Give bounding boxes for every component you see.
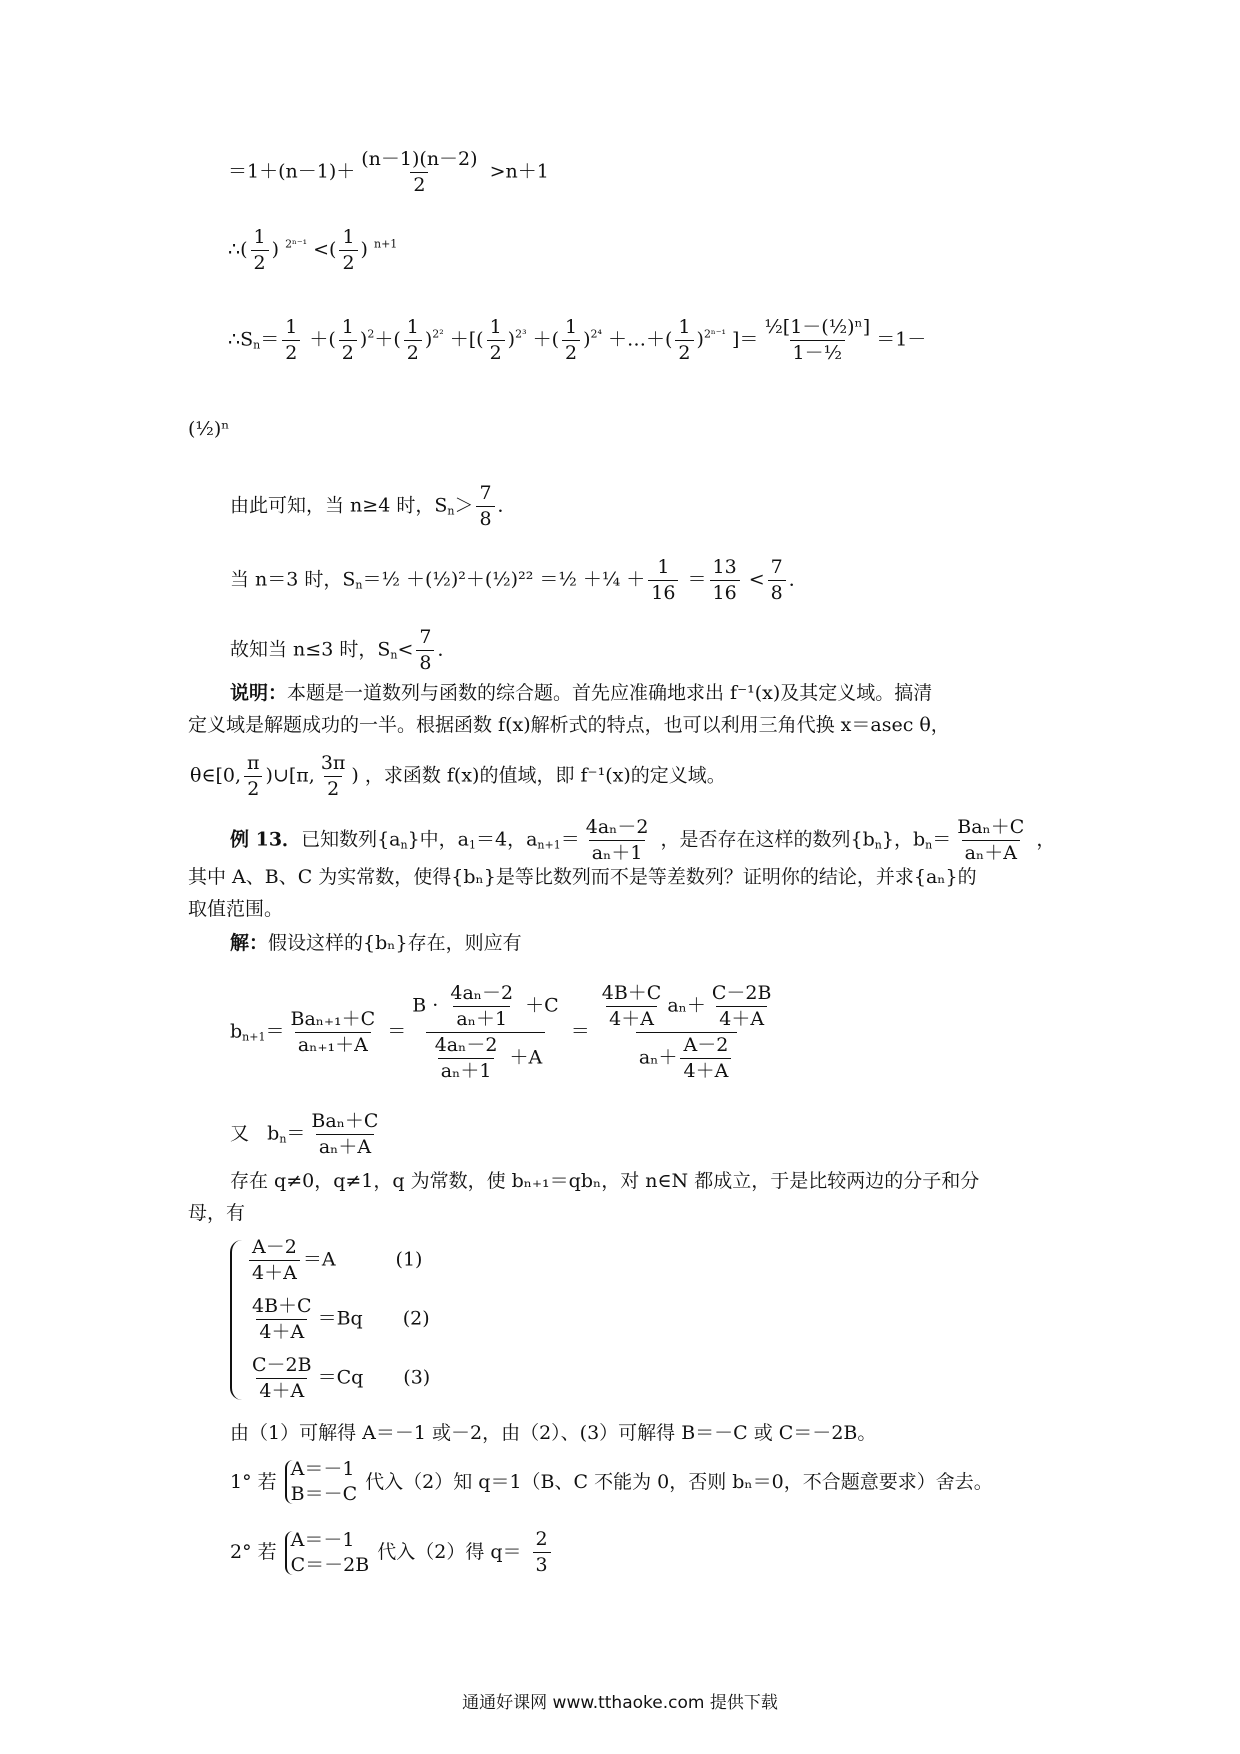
fraction [533,1530,551,1575]
eq-line-3: $\therefore S_n=$ $\frac{1}{2}$ ＋( $\frac{1}{2}$ )$^2$＋( $\frac{1}{2}$ )$^{2^2}$ ＋[( $\frac{1}{2}$ )$^{2^3}$ ＋( $\frac{1}{2}$ )$^{2^4}$ ＋…＋( $\frac{1}{2}$ )$^{2^{n-1}}$ ]＝ $\frac{\text{½[1－(½)ⁿ]}}{\text{1－½}}$ ＝1－ [228,316,927,364]
case-label: 1° 若 [230,1470,277,1493]
numerator: 7 [770,556,783,578]
eq-text: ＝ [265,1020,285,1043]
fraction [249,1356,315,1401]
compound-fraction [593,984,781,1081]
eq-text: ＝1＋(n－1)＋ [228,160,356,183]
numerator: 7 [419,626,432,648]
numerator: 1 [253,226,266,248]
numerator: Baₙ＋C [311,1110,379,1132]
denominator: 3 [533,1552,551,1575]
eq-text: ＝Cq [317,1366,364,1389]
eq-text: 由此可知，当 n≥4 时，S [230,494,448,517]
note-line-1 [230,684,932,703]
solution-text: 由（1）可解得 A＝－1 或－2，由（2）、(3）可解得 B＝－C 或 C＝－2B。 [230,1422,877,1444]
eq-text: A＝－1 [290,1458,355,1480]
numerator: 4B＋C [601,982,662,1004]
therefore: ∴ [228,238,241,261]
fraction [487,318,505,363]
eq-text: ＝ [570,1020,590,1043]
eq-text: ＝ [286,1122,306,1145]
fraction [318,754,349,799]
subscript: n [447,504,455,518]
fraction [954,818,1027,863]
system-row-2 [246,1297,430,1342]
gt: ＞ [454,494,474,517]
eq-text: aₙ＋ [638,1046,678,1069]
fraction [244,754,263,799]
eq-text: ＝ [681,568,707,591]
eq-text: ∴S [228,328,254,351]
solution-text: 假设这样的{bₙ}存在，则应有 [268,932,522,954]
fraction [251,228,269,273]
eq-line-2: ∴( $\frac{1}{2}$ ) $^{2^{n-1}}$ <( $\frac{1}{2}$ ) $^{n+1}$ [228,226,398,274]
denominator: 4＋A [606,1006,657,1029]
example-line-2 [188,868,977,887]
system-rows [246,1238,430,1401]
example-text: }中，a [407,828,469,851]
numerator: 1 [565,316,578,338]
numerator: ½[1－(½)ⁿ] [764,316,871,338]
note-label: 说明： [230,682,288,704]
fraction [709,984,775,1029]
fraction [404,318,422,363]
fraction [339,228,357,273]
bracket: ＋[ [449,328,477,351]
numerator: 1 [678,316,691,338]
denominator: 2 [324,776,342,799]
numerator: 1 [406,316,419,338]
eq-line-5 [230,484,517,529]
eq-text: ＝A [302,1248,336,1271]
denominator: 2 [562,340,580,363]
eq-tag: (3) [403,1366,431,1389]
fraction [416,628,434,673]
numerator: Baₙ₊₁＋C [290,1008,376,1030]
eq-text: ＝ [260,328,280,351]
denominator: aₙ＋A [962,840,1020,863]
solution-text: 存在 q≠0，q≠1，q 为常数，使 bₙ₊₁＝qbₙ，对 n∈N 都成立，于是比较两边的分子和分 [230,1170,980,1192]
subscript: n+1 [537,838,561,852]
solution-line-4 [230,1424,876,1443]
eq-line-7 [230,628,456,673]
denominator: 2 [410,172,428,195]
eq-text: ＋A [503,1046,543,1069]
note-text: 本题是一道数列与函数的综合题。首先应准确地求出 f⁻¹(x)及其定义域。搞清 [287,682,933,704]
subscript: n+1 [242,1030,266,1044]
solution-bn1-equation [230,984,783,1081]
numerator: 3π [320,752,346,774]
system-row-1 [246,1238,430,1283]
numerator: 1 [657,556,670,578]
fraction [249,1238,300,1283]
eq-text: b [230,1020,243,1043]
numerator: 2 [535,1528,548,1550]
denominator: 2 [339,340,357,363]
numerator: 1 [285,316,298,338]
eq-text: C＝－2B [290,1553,370,1576]
solution-text: 母，有 [188,1202,246,1224]
denominator: aₙ＋A [316,1134,374,1157]
example-text: ＝ [560,828,580,851]
example-text: 其中 A、B、C 为实常数，使得{bₙ}是等比数列而不是等差数列？证明你的结论，并求{aₙ}的 [188,866,977,888]
eq-line-1 [228,150,549,195]
fraction [358,150,480,195]
numerator: C－2B [711,982,772,1004]
example-line-1: 例 13．已知数列$\{a_n\}$中，$a_1=4$，$a_{n+1}=$ $\frac{\text{4aₙ－2}}{\text{aₙ＋1}}$ ，是否存在这样的数列$\{b_n\}$，$b_n=$ $\frac{\text{Baₙ＋C}}{\text{aₙ＋A}}$ ， [230,816,1056,864]
case-2 [230,1530,554,1575]
denominator: 8 [416,650,434,673]
page-footer: 通通好课网 www.tthaoke.com 提供下载 [462,1693,778,1713]
note-line-3 [190,754,726,799]
fraction [432,1036,501,1081]
example-text: ＝4，a [476,828,538,851]
eq-text: ＋C [519,994,559,1017]
numerator: 4B＋C [252,1295,312,1317]
bracket: ]＝ [731,328,759,351]
eq-text: 又 [230,1122,250,1145]
denominator: 16 [648,580,678,603]
denominator: aₙ＋1 [589,840,646,863]
eq-text: ＝ [387,1020,407,1043]
eq-tag: (2) [402,1307,430,1330]
exponent: 2ⁿ⁻¹ [285,237,308,251]
fraction [282,318,300,363]
fraction [308,1112,381,1157]
eq-tag: (1) [395,1248,423,1271]
fraction [599,984,665,1029]
denominator: 2 [282,340,300,363]
numerator: A－2 [252,1236,297,1258]
numerator: 4aₙ－2 [450,982,514,1004]
denominator: 2 [404,340,422,363]
denominator: 8 [768,580,786,603]
denominator: 4＋A [716,1006,767,1029]
numerator: 1 [342,226,355,248]
numerator: 1 [489,316,502,338]
case-text: 代入（2）得 q＝ [377,1541,522,1563]
note-text: ) ，求函数 f(x)的值域，即 f⁻¹(x)的定义域。 [351,764,726,787]
denominator: 2 [339,250,357,273]
example-text: }，b [881,828,926,851]
exponent: 2ⁿ⁻¹ [703,327,726,341]
numerator: 7 [479,482,492,504]
solution-line-2 [230,1172,979,1191]
exponent: n+1 [373,237,398,251]
denominator: 4＋A [256,1378,307,1401]
eq-line-4 [188,420,229,439]
system-row-3 [246,1356,430,1401]
numerator: 4aₙ－2 [585,816,649,838]
fraction [768,558,786,603]
exponent: 2 [367,327,375,341]
denominator: 2 [487,340,505,363]
lt: < [313,238,330,261]
fraction [675,318,693,363]
denominator: aₙ＋1 [453,1006,510,1029]
numerator [593,984,781,1032]
exponent: 2² [432,327,444,341]
denominator: 4＋A [256,1319,307,1342]
case-brace [285,1528,370,1576]
fraction [562,318,580,363]
exponent: 2⁴ [590,327,602,341]
dots: ＋…＋ [607,328,665,351]
note-line-2 [188,716,950,735]
denominator [426,1032,546,1081]
big-fraction [761,318,873,363]
solution-bn-equation [230,1112,384,1157]
eq-text: ½ ＋(½)²＋(½)²² ＝½ ＋¼ ＋ [381,568,646,591]
denominator: 4＋A [680,1058,731,1081]
case-brace [285,1460,358,1504]
lt: < [397,638,414,661]
eq-text: ． [497,494,517,517]
fraction [288,1010,379,1055]
eq-text: ． [788,568,808,591]
equation-system [230,1238,430,1401]
eq-text: B＝－C [290,1483,358,1505]
example-text: 已知数列{a [301,828,401,851]
subscript: n [253,338,261,352]
solution-line-3 [188,1204,245,1223]
note-text: 定义域是解题成功的一半。根据函数 f(x)解析式的特点，也可以利用三角代换 x＝asec θ， [188,714,950,736]
case-label: 2° 若 [230,1541,277,1563]
fraction [710,558,740,603]
system-brace [230,1240,246,1400]
note-text: )∪[π, [265,764,315,787]
numerator: π [247,752,260,774]
fraction [680,1036,731,1081]
plus: ＋ [532,328,552,351]
numerator: A－2 [683,1034,729,1056]
numerator: 1 [341,316,354,338]
subscript: n [390,648,398,662]
example-text: ，是否存在这样的数列{b [654,828,875,851]
example-line-3 [188,900,283,919]
exponent: 2³ [515,327,527,341]
example-label: 例 13． [230,828,302,851]
denominator: 4＋A [249,1260,300,1283]
numerator: C－2B [252,1354,312,1376]
case-1 [230,1460,993,1504]
eq-text: ＝Bq [317,1307,363,1330]
numerator [409,984,561,1032]
eq-text: ． [437,638,457,661]
denominator: 2 [675,340,693,363]
denominator: 16 [710,580,740,603]
example-text: ＝ [932,828,952,851]
eq-text: A＝－1 [290,1528,355,1551]
subscript: n [355,578,363,592]
eq-text: (½)ⁿ [188,418,230,440]
numerator: Baₙ＋C [957,816,1025,838]
fraction [339,318,357,363]
numerator: 13 [712,556,737,578]
plus: ＋ [309,328,329,351]
numerator: (n－1)(n－2) [361,148,478,170]
fraction [583,818,652,863]
denominator [636,1032,737,1081]
denominator: aₙ₊₁＋A [295,1032,371,1055]
denominator: 2 [251,250,269,273]
eq-text: B · [412,994,445,1017]
denominator: 2 [244,776,262,799]
eq-text: aₙ＋ [667,994,706,1017]
example-text: 取值范围。 [188,898,284,920]
fraction [476,484,494,529]
eq-text: ＝1－ [876,328,927,351]
solution-line-1 [230,934,522,953]
eq-text: 故知当 n≤3 时，S [230,638,391,661]
fraction [249,1297,315,1342]
plus: ＋ [374,328,394,351]
eq-text: b [267,1122,280,1145]
fraction [447,984,516,1029]
denominator: aₙ＋1 [438,1058,495,1081]
note-text: θ∈[0, [190,764,242,787]
compound-fraction [409,984,561,1081]
fraction [648,558,678,603]
eq-line-6 [230,558,808,603]
lt: < [742,568,765,591]
example-text: ， [1030,828,1056,851]
solution-label: 解： [230,932,269,954]
case-text: 代入（2）知 q＝1（B、C 不能为 0，否则 bₙ＝0，不合题意要求）舍去。 [365,1470,993,1493]
denominator: 8 [476,506,494,529]
eq-text: >n＋1 [483,160,549,183]
eq-text: 当 n＝3 时，S [230,568,356,591]
subscript: n [279,1132,287,1146]
eq-text: ＝ [362,568,382,591]
denominator: 1－½ [790,340,846,363]
numerator: 4aₙ－2 [434,1034,498,1056]
